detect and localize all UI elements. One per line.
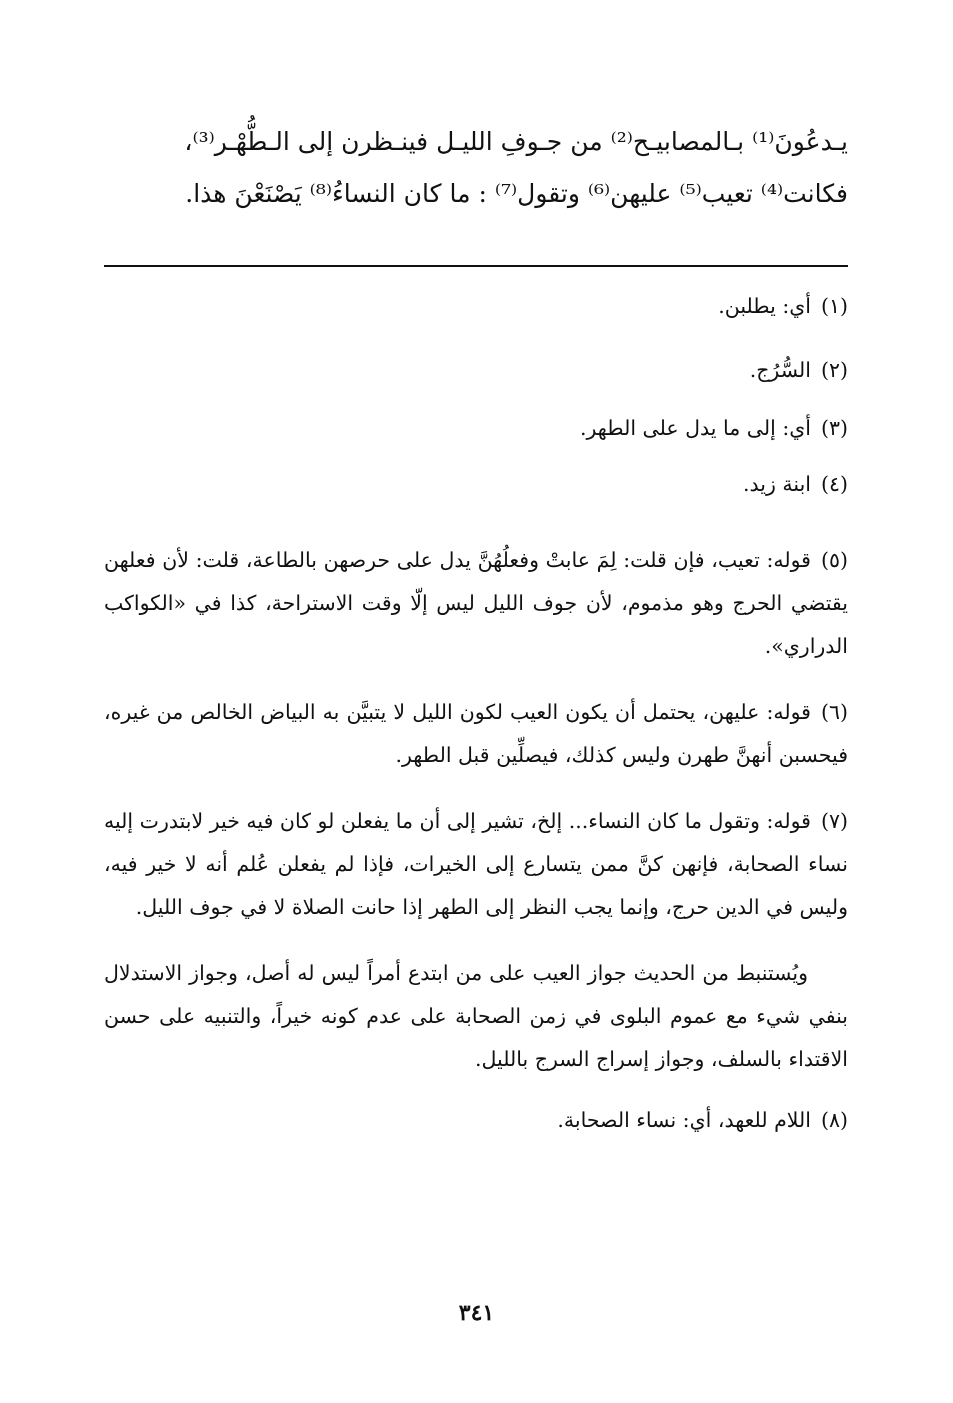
footnote-separator: [104, 265, 848, 267]
footnote-number: (٨): [820, 1108, 848, 1132]
hadith-text: [104, 116, 848, 220]
footnote-text: قوله: تعيب، فإن قلت: لِمَ عابتْ وفعلُهُنَّ يدل على حرصهن بالطاعة، قلت: لأن فعلهن يقتضي الحرج وهو مذموم، لأن جوف الليل ليس إلّا وقت الاستراحة، كذا في «الكواكب الدراري».: [104, 548, 848, 658]
footnote-2: [104, 351, 848, 389]
footnote-number: (٥): [820, 548, 848, 572]
footnote-number: (٧): [820, 809, 848, 833]
footnotes-section: [104, 287, 848, 1139]
footnote-number: (٢): [820, 358, 848, 382]
footnote-number: (٤): [820, 472, 848, 496]
footnote-number: (٣): [820, 416, 848, 440]
footnote-text: ويُستنبط من الحديث جواز العيب على من ابتدع أمراً ليس له أصل، وجواز الاستدلال بنفي شيء مع عموم البلوى في زمن الصحابة على عدم كونه خيراً، والتنبيه على حسن الاقتداء بالسلف، وجواز إسراج السرج بالليل.: [104, 961, 848, 1071]
footnote-text: أي: إلى ما يدل على الطهر.: [579, 416, 811, 440]
footnote-text: قوله: عليهن، يحتمل أن يكون العيب لكون الليل لا يتبيَّن به البياض الخالص من غيره، فيحسبن أنهنَّ طهرن وليس كذلك، فيصلِّين قبل الطهر.: [104, 700, 848, 767]
footnote-5: [104, 539, 848, 668]
hadith-line-1: يـدعُونَ⁽¹⁾ بـالمصابيـح⁽²⁾ من جـوفِ الليـل فينـظرن إلى الـطُّهْـر⁽³⁾،: [184, 127, 848, 156]
footnote-text: أي: يطلبن.: [718, 294, 811, 318]
footnote-6: [104, 691, 848, 777]
footnote-number: (١): [820, 294, 848, 318]
footnote-text: قوله: وتقول ما كان النساء... إلخ، تشير إلى أن ما يفعلن لو كان فيه خير لابتدرت إليه نساء الصحابة، فإنهن كنَّ ممن يتسارع إلى الخيرات، فإذا لم يفعلن عُلم أنه لا خير فيه، وليس في الدين حرج، وإنما يجب النظر إلى الطهر إذا حانت الصلاة لا في جوف الليل.: [104, 809, 848, 919]
hadith-line-2: فكانت⁽⁴⁾ تعيب⁽⁵⁾ عليهن⁽⁶⁾ وتقول⁽⁷⁾ : ما كان النساءُ⁽⁸⁾ يَصْنَعْنَ هذا.: [185, 179, 848, 208]
footnote-7: [104, 800, 848, 929]
footnote-7-continuation: [104, 952, 848, 1081]
footnote-3: [104, 409, 848, 447]
footnote-1: [104, 287, 848, 325]
footnote-4: [104, 465, 848, 503]
footnote-8: [104, 1101, 848, 1139]
page-number: ٣٤١: [458, 1300, 495, 1326]
footnote-text: السُّرُج.: [749, 358, 811, 382]
footnote-number: (٦): [820, 700, 848, 724]
footnote-text: ابنة زيد.: [743, 472, 811, 496]
footnote-text: اللام للعهد، أي: نساء الصحابة.: [557, 1108, 811, 1132]
